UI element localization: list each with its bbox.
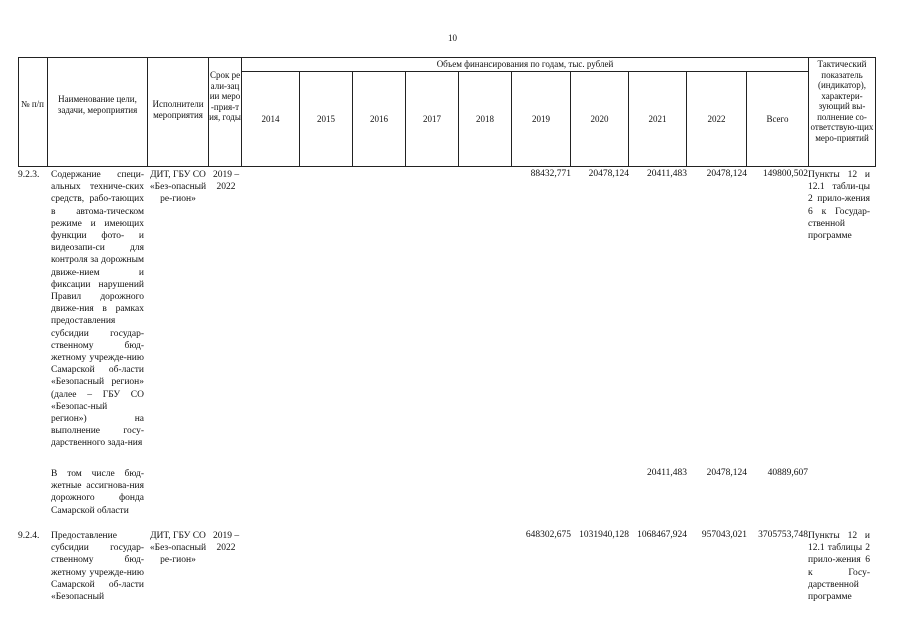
row-number: 9.2.3.: [18, 170, 40, 180]
value-total: 149800,502: [762, 169, 808, 179]
value-2019: 648302,675: [525, 530, 571, 540]
header-year-2016: 2016: [370, 114, 388, 124]
header-col-name: Наименование цели, задачи, мероприятия: [57, 94, 138, 115]
header-year-2015: 2015: [317, 114, 335, 124]
header-year-2018: 2018: [476, 114, 494, 124]
row-number: 9.2.4.: [18, 531, 40, 541]
header-year-2021: 2021: [648, 114, 667, 124]
value-2020: 20478,124: [588, 169, 629, 179]
header-year-2014: 2014: [261, 114, 280, 124]
header-col-indicator: Тактический показатель (индикатор), характери-зующий вы-полнение со-ответствую-щих меро-приятий: [810, 59, 874, 143]
value-2019: 88432,771: [530, 169, 571, 179]
header-total: Всего: [766, 114, 789, 124]
row-description: Предоставление субсидии государ-ственному бюд-жетному учрежде-нию Самарской об-ласти «Безопасный: [51, 531, 144, 603]
header-year-2017: 2017: [423, 114, 441, 124]
value-2020: 1031940,128: [579, 530, 629, 540]
row-description: Содержание специ-альных техниче-ских средств, рабо-тающих в автома-тическом режиме и имеющих функции фото- и видеозапи-си для контроля за дорожным движе-нием и фиксации нарушений Правил дорожного движе-ния в рамках предоставления субсидии государ-ственному бюд-жетному учрежде-нию Самарской об-ласти «Безопасный регион» (далее – ГБУ СО «Безопас-ный регион») на выполнение госу-дарственного зада-ния: [51, 170, 144, 449]
value-2022: 20478,124: [706, 468, 747, 478]
row-indicator: Пункты 12 и 12.1 табли-цы 2 прило-жения 6 к Государ-ственной программе: [808, 170, 870, 242]
row-executors: ДИТ, ГБУ СО «Без-опасный ре-гион»: [149, 531, 207, 566]
row-subitem-description: В том числе бюд-жетные ассигнова-ния дорожного фонда Самарской области: [51, 469, 144, 516]
value-2021: 20411,483: [646, 468, 687, 478]
row-indicator: Пункты 12 и 12.1 таблицы 2 прило-жения 6 к Госу-дарственной программе: [808, 531, 870, 603]
row-term: 2019 – 2022: [212, 531, 240, 554]
page-number: 10: [448, 33, 457, 43]
value-total: 3705753,748: [758, 530, 808, 540]
header-col-number: № п/п: [21, 99, 44, 109]
row-term: 2019 – 2022: [212, 170, 240, 193]
header-year-2020: 2020: [590, 114, 609, 124]
row-executors: ДИТ, ГБУ СО «Без-опасный ре-гион»: [149, 170, 207, 205]
header-col-term: Срок реали-зации меро-прия-тия, годы: [209, 70, 241, 122]
value-2022: 957043,021: [701, 530, 747, 540]
value-total: 40889,607: [767, 468, 808, 478]
header-col-executors: Исполнители мероприятия: [152, 99, 204, 120]
value-2021: 1068467,924: [637, 530, 687, 540]
value-2021: 20411,483: [646, 169, 687, 179]
value-2022: 20478,124: [706, 169, 747, 179]
table-header: [18, 57, 876, 167]
header-year-2019: 2019: [532, 114, 550, 124]
header-funding-title: Объем финансирования по годам, тыс. рублей: [436, 59, 614, 69]
header-year-2022: 2022: [707, 114, 726, 124]
